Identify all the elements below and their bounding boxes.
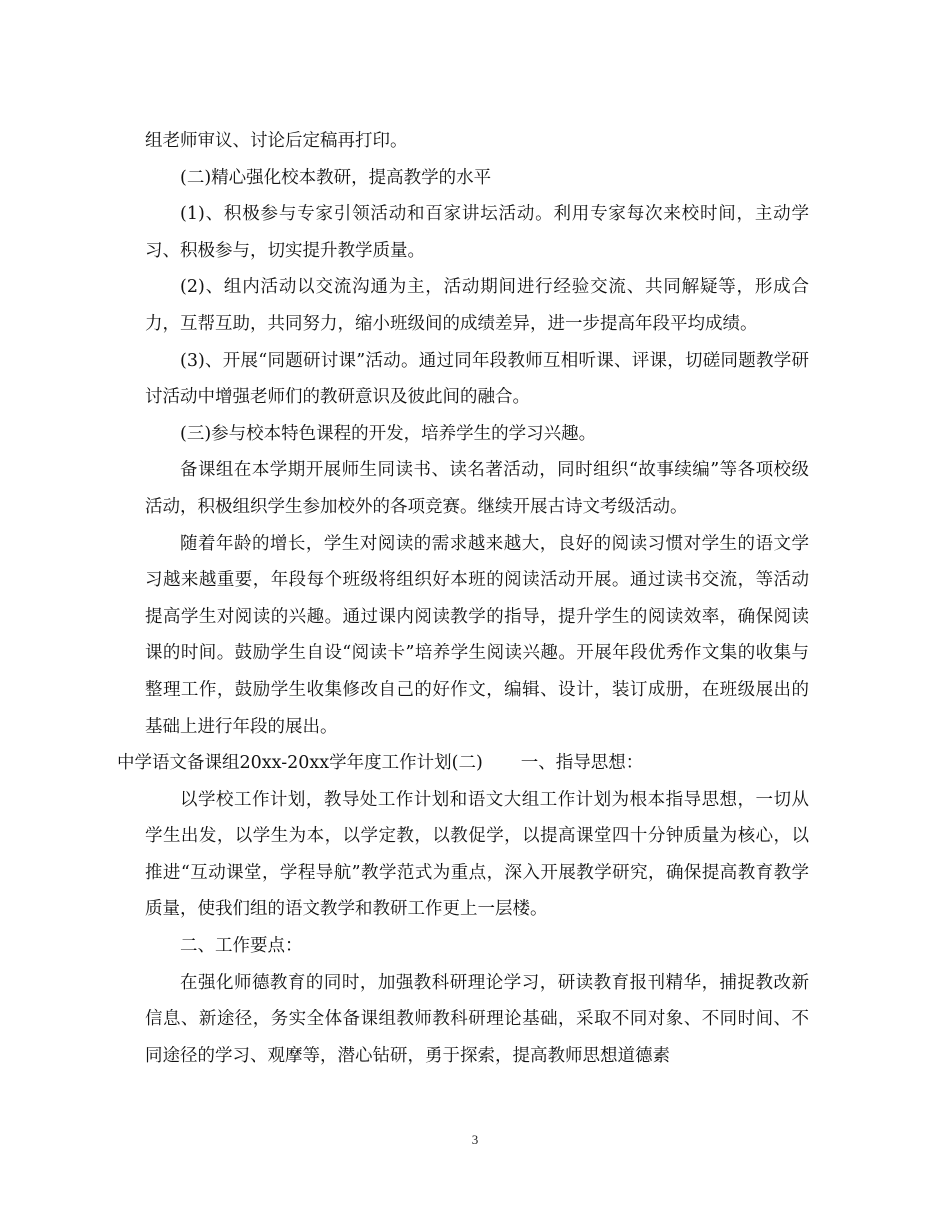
section-heading-2: (二)精心强化校本教研，提高教学的水平 (180, 167, 492, 188)
page-number: 3 (471, 1132, 479, 1147)
plan-title: 中学语文备课组20xx-20xx学年度工作计划(二) (117, 753, 483, 774)
body-text (117, 123, 809, 1074)
paragraph-reading-habits: 随着年龄的增长，学生对阅读的需求越来越大，良好的阅读习惯对学生的语文学习越来越重要，年段每个班级将组织好本班的阅读活动开展。通过读书交流，等活动提高学生对阅读的兴趣。通过课内阅读教学的指导，提升学生的阅读效率，确保阅读课的时间。鼓励学生自设“阅读卡”培养学生阅读兴趣。开展年段优秀作文集的收集与整理工作，鼓励学生收集修改自己的好作文，编辑、设计，装订成册，在班级展出的基础上进行年段的展出。 (145, 533, 809, 737)
section-heading-guiding: 一、指导思想： (520, 753, 644, 774)
paragraph-key-points: 在强化师德教育的同时，加强教科研理论学习，研读教育报刊精华，捕捉教改新信息、新途径，务实全体备课组教师教科研理论基础，采取不同对象、不同时间、不同途径的学习、观摩等，潜心钻研，勇于探索，提高教师思想道德素 (145, 972, 809, 1066)
paragraph-item-1: (1)、积极参与专家引领活动和百家讲坛活动。利用专家每次来校时间，主动学习、积极参与，切实提升教学质量。 (145, 204, 809, 261)
paragraph-reading-activities: 备课组在本学期开展师生同读书、读名著活动，同时组织“故事续编”等各项校级活动，积极组织学生参加校外的各项竞赛。继续开展古诗文考级活动。 (145, 460, 809, 517)
paragraph-item-3: (3)、开展“同题研讨课”活动。通过同年段教师互相听课、评课，切磋同题教学研讨活动中增强老师们的教研意识及彼此间的融合。 (145, 350, 809, 408)
section-heading-3: (三)参与校本特色课程的开发，培养学生的学习兴趣。 (180, 423, 597, 444)
paragraph-continuation: 组老师审议、讨论后定稿再打印。 (145, 131, 408, 151)
paragraph-item-2: (2)、组内活动以交流沟通为主，活动期间进行经验交流、共同解疑等，形成合力，互帮互助，共同努力，缩小班级间的成绩差异，进一步提高年段平均成绩。 (145, 277, 809, 334)
plan-title-line (117, 745, 817, 782)
paragraph-guiding-thought: 以学校工作计划，教导处工作计划和语文大组工作计划为根本指导思想，一切从学生出发，以学生为本，以学定教，以教促学，以提高课堂四十分钟质量为核心，以推进“互动课堂，学程导航”教学范式为重点，深入开展教学研究，确保提高教育教学质量，使我们组的语文教学和教研工作更上一层楼。 (145, 789, 809, 920)
section-heading-key-points: 二、工作要点： (180, 936, 303, 957)
